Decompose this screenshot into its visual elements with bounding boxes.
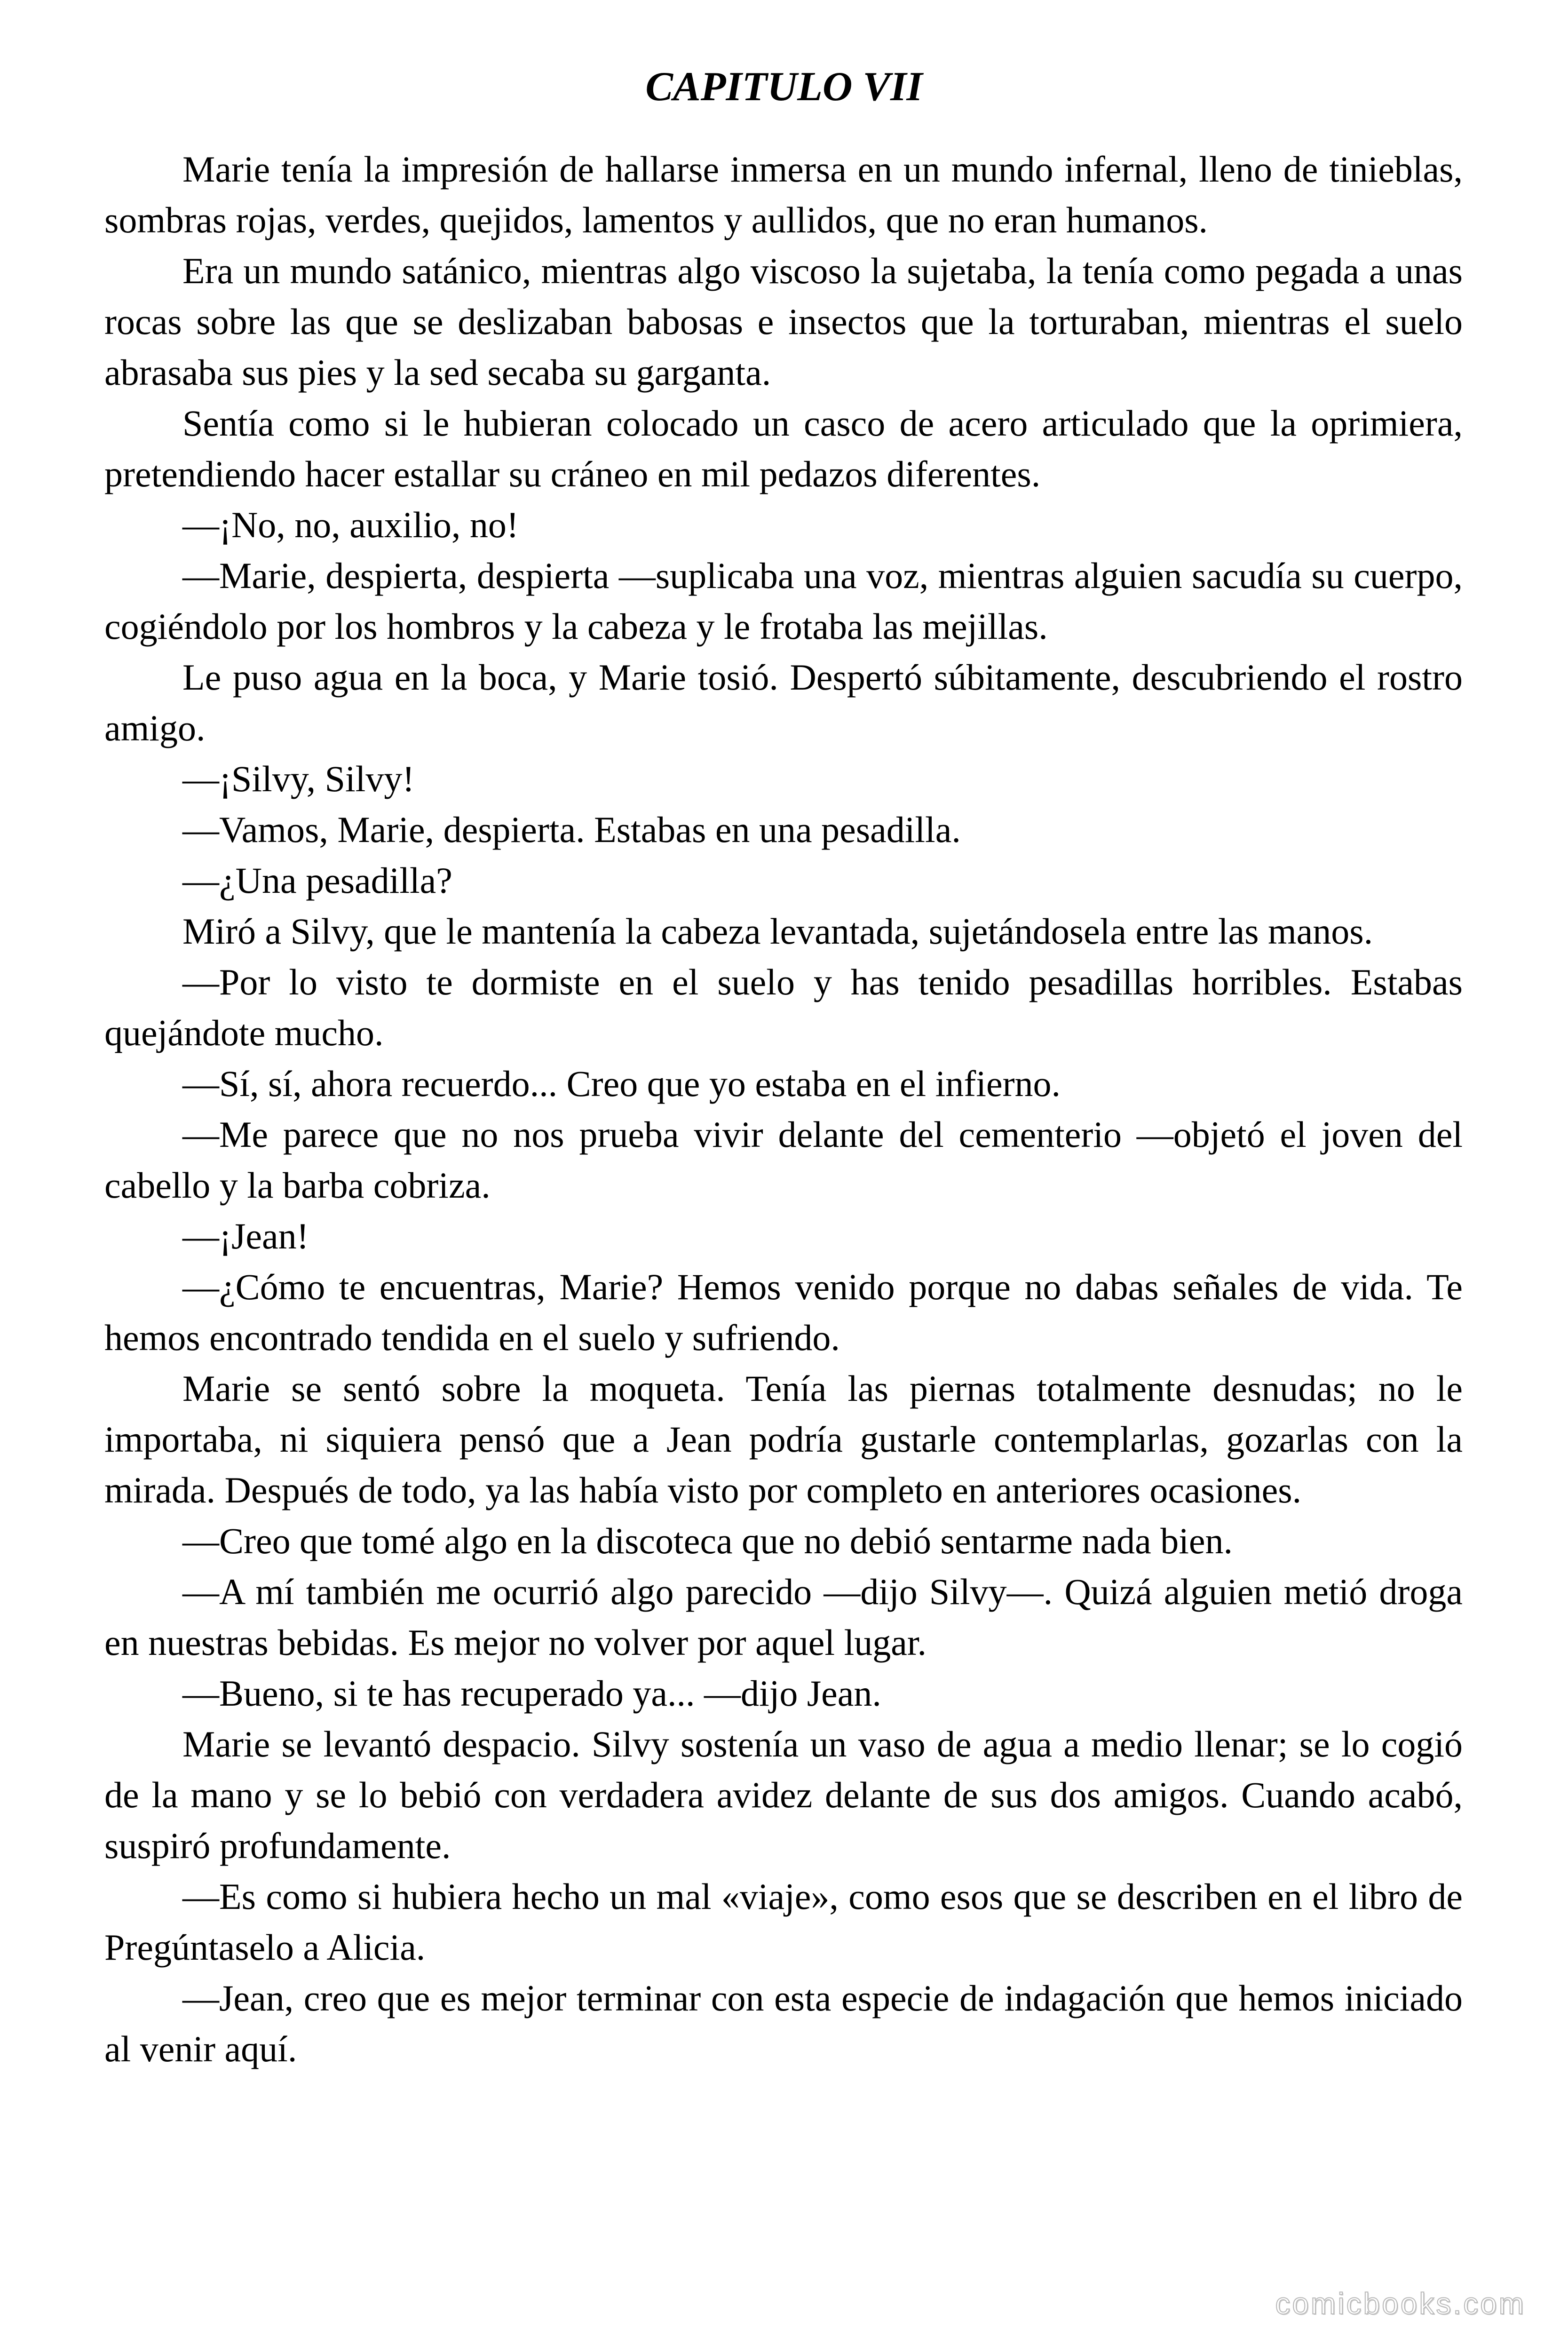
paragraph: —Bueno, si te has recuperado ya... —dijo Jean. xyxy=(182,1673,881,1714)
paragraph: —Jean, creo que es mejor terminar con esta especie de indagación que hemos iniciado al venir aquí. xyxy=(104,1978,1463,2069)
paragraph: Le puso agua en la boca, y Marie tosió. Despertó súbitamente, descubriendo el rostro amigo. xyxy=(104,657,1463,748)
paragraph: Marie se levantó despacio. Silvy sostenía un vaso de agua a medio llenar; se lo cogió de la mano y se lo bebió con verdadera avidez delante de sus dos amigos. Cuando acabó, suspiró profundamente. xyxy=(104,1724,1463,1866)
paragraph: —¡No, no, auxilio, no! xyxy=(182,504,519,545)
paragraph: Marie se sentó sobre la moqueta. Tenía las piernas totalmente desnudas; no le importaba, ni siquiera pensó que a Jean podría gustarle contemplarlas, gozarlas con la mirada. Después de todo, ya las había visto por completo en anteriores ocasiones. xyxy=(104,1368,1463,1510)
paragraph: —Me parece que no nos prueba vivir delante del cementerio —objetó el joven del cabello y la barba cobriza. xyxy=(104,1114,1463,1206)
paragraph: —Vamos, Marie, despierta. Estabas en una pesadilla. xyxy=(182,809,961,850)
paragraph: —Es como si hubiera hecho un mal «viaje», como esos que se describen en el libro de Pregúntaselo a Alicia. xyxy=(104,1876,1463,1968)
paragraph: —A mí también me ocurrió algo parecido —dijo Silvy—. Quizá alguien metió droga en nuestras bebidas. Es mejor no volver por aquel lugar. xyxy=(104,1571,1463,1663)
watermark: comicbooks.com xyxy=(1275,2287,1526,2320)
chapter-body xyxy=(104,144,1463,2074)
paragraph: —¡Silvy, Silvy! xyxy=(182,758,415,799)
chapter-title: CAPITULO VII xyxy=(645,64,923,110)
paragraph: —¿Cómo te encuentras, Marie? Hemos venido porque no dabas señales de vida. Te hemos encontrado tendida en el suelo y sufriendo. xyxy=(104,1266,1463,1358)
paragraph: —¿Una pesadilla? xyxy=(182,860,452,901)
paragraph: —Sí, sí, ahora recuerdo... Creo que yo estaba en el infierno. xyxy=(182,1063,1061,1104)
paragraph: —Creo que tomé algo en la discoteca que no debió sentarme nada bien. xyxy=(182,1520,1233,1561)
paragraph: Marie tenía la impresión de hallarse inmersa en un mundo infernal, lleno de tinieblas, sombras rojas, verdes, quejidos, lamentos y aullidos, que no eran humanos. xyxy=(104,149,1463,240)
paragraph: Era un mundo satánico, mientras algo viscoso la sujetaba, la tenía como pegada a unas rocas sobre las que se deslizaban babosas e insectos que la torturaban, mientras el suelo abrasaba sus pies y la sed secaba su garganta. xyxy=(104,250,1463,393)
paragraph: —Marie, despierta, despierta —suplicaba una voz, mientras alguien sacudía su cuerpo, cogiéndolo por los hombros y la cabeza y le frotaba las mejillas. xyxy=(104,555,1463,647)
paragraph: —Por lo visto te dormiste en el suelo y has tenido pesadillas horribles. Estabas quejándote mucho. xyxy=(104,961,1463,1053)
paragraph: Miró a Silvy, que le mantenía la cabeza levantada, sujetándosela entre las manos. xyxy=(182,911,1373,952)
paragraph: Sentía como si le hubieran colocado un casco de acero articulado que la oprimiera, pretendiendo hacer estallar su cráneo en mil pedazos diferentes. xyxy=(104,403,1463,494)
paragraph: —¡Jean! xyxy=(182,1216,309,1256)
